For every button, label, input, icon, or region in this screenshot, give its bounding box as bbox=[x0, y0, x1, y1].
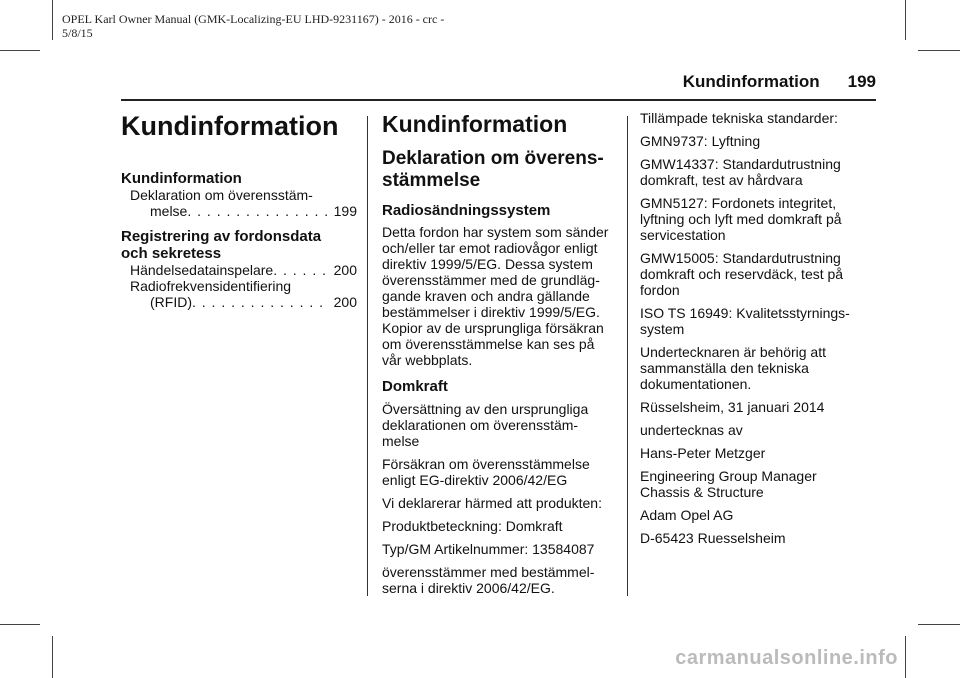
toc-heading-line: Registrering av fordonsdata bbox=[121, 228, 322, 245]
toc-heading bbox=[121, 228, 357, 262]
paragraph: D-65423 Ruesselsheim bbox=[640, 530, 786, 546]
running-head bbox=[683, 72, 876, 92]
toc-entry[interactable] bbox=[121, 262, 357, 278]
toc-leader bbox=[273, 262, 329, 278]
toc-heading-line: och sekretess bbox=[121, 245, 222, 262]
paragraph: GMW14337: Standardutrustning domkraft, test av hårdvara bbox=[640, 156, 841, 188]
paragraph: GMW15005: Standardutrustning domkraft och reservdäck, test på fordon bbox=[640, 250, 844, 298]
middle-column bbox=[382, 110, 622, 596]
crop-mark bbox=[0, 50, 40, 51]
paragraph: undertecknas av bbox=[640, 422, 743, 438]
toc-page: 200 bbox=[333, 294, 357, 310]
paragraph: överensstämmer med bestämmel- serna i direktiv 2006/42/EG. bbox=[382, 564, 595, 596]
paragraph: Rüsselsheim, 31 januari 2014 bbox=[640, 399, 825, 415]
toc-leader bbox=[192, 294, 330, 310]
paragraph: Engineering Group Manager Chassis & Structure bbox=[640, 468, 817, 500]
column-divider bbox=[627, 116, 628, 596]
crop-mark bbox=[918, 50, 960, 51]
toc-entry-text: Deklaration om överensstäm- bbox=[130, 187, 313, 203]
toc-entry[interactable] bbox=[121, 187, 357, 219]
paragraph: ISO TS 16949: Kvalitetsstyrnings- system bbox=[640, 305, 850, 337]
toc-page: 200 bbox=[333, 262, 357, 278]
paragraph: Adam Opel AG bbox=[640, 507, 734, 523]
header-rule bbox=[121, 99, 876, 101]
toc-heading: Kundinformation bbox=[121, 170, 242, 187]
toc-page: 199 bbox=[333, 203, 357, 219]
paragraph: Typ/GM Artikelnummer: 13584087 bbox=[382, 541, 595, 557]
crop-mark bbox=[52, 636, 53, 678]
jack-heading: Domkraft bbox=[382, 378, 448, 395]
print-header-line2: 5/8/15 bbox=[62, 26, 93, 40]
crop-mark bbox=[905, 636, 906, 678]
subsection-title-line: stämmelse bbox=[382, 170, 481, 191]
print-header-line1: OPEL Karl Owner Manual (GMK-Localizing-EU LHD-9231167) - 2016 - crc - bbox=[62, 12, 445, 26]
subsection-title bbox=[382, 148, 622, 192]
crop-mark bbox=[0, 624, 40, 625]
toc-entry-text: Händelsedatainspelare bbox=[130, 262, 274, 278]
column-divider bbox=[367, 116, 368, 596]
chapter-title: Kundinformation bbox=[121, 111, 339, 141]
running-head-title: Kundinformation bbox=[682, 72, 820, 91]
crop-mark bbox=[905, 0, 906, 40]
radio-paragraph: Detta fordon har system som sänder och/eller tar emot radiovågor enligt direktiv 1999/5/EG. Dessa system överensstämmer med de grundläg- gande kraven och andra gällande bestämmelser i direktiv 1999/5/EG. Kopior av de ursprungliga försäkran om överensstämmelse kan ses på vår webbplats. bbox=[382, 224, 609, 368]
watermark: carmanualsonline.info bbox=[675, 647, 898, 669]
page-number: 199 bbox=[847, 72, 876, 91]
toc-entry-text: melse bbox=[150, 203, 188, 219]
toc-entry-text: (RFID) bbox=[150, 294, 192, 310]
paragraph: Översättning av den ursprungliga deklarationen om överensstäm- melse bbox=[382, 401, 589, 449]
right-column bbox=[640, 110, 880, 546]
paragraph: GMN5127: Fordonets integritet, lyftning och lyft med domkraft på servicestation bbox=[640, 195, 842, 243]
toc-entry[interactable] bbox=[121, 278, 357, 310]
paragraph: Hans-Peter Metzger bbox=[640, 445, 766, 461]
print-header bbox=[62, 12, 444, 40]
toc-entry-text: Radiofrekvensidentifiering bbox=[130, 278, 292, 294]
paragraph: Försäkran om överensstämmelse enligt EG-direktiv 2006/42/EG bbox=[382, 456, 590, 488]
paragraph: Vi deklarerar härmed att produkten: bbox=[382, 495, 602, 511]
subsection-title-line: Deklaration om överens- bbox=[382, 148, 604, 169]
section-title: Kundinformation bbox=[382, 111, 568, 137]
crop-mark bbox=[52, 0, 53, 40]
paragraph: GMN9737: Lyftning bbox=[640, 133, 761, 149]
paragraph: Produktbeteckning: Domkraft bbox=[382, 518, 563, 534]
paragraph: Undertecknaren är behörig att sammanställa den tekniska dokumentationen. bbox=[640, 344, 826, 392]
paragraph: Tillämpade tekniska standarder: bbox=[640, 110, 838, 126]
toc-leader bbox=[187, 203, 329, 219]
toc-column bbox=[121, 110, 357, 310]
crop-mark bbox=[918, 624, 960, 625]
radio-heading: Radiosändningssystem bbox=[382, 202, 551, 219]
